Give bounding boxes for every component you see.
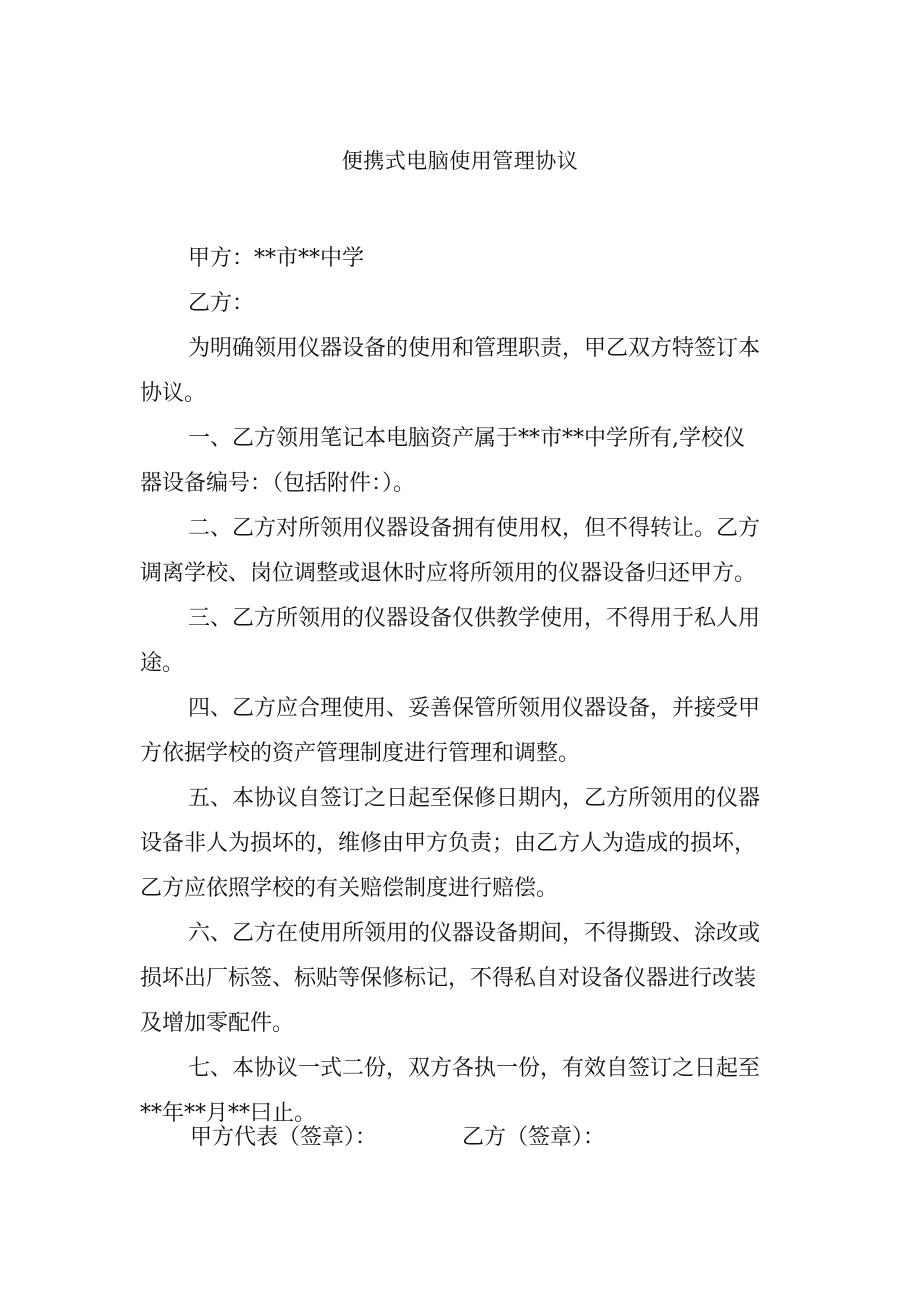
paragraph-line: 损坏出厂标签、标贴等保修标记，不得私自对设备仪器进行改装 [140, 966, 757, 991]
paragraph-line: 四、乙方应合理使用、妥善保管所领用仪器设备，并接受甲 [188, 696, 761, 721]
paragraph-line: 为明确领用仪器设备的使用和管理职责，甲乙双方特签订本 [188, 336, 761, 361]
party-b-line: 乙方： [188, 291, 255, 316]
signature-line [190, 1118, 605, 1158]
clause-5 [140, 776, 790, 911]
clause-6 [140, 911, 790, 1046]
clause-1 [140, 416, 790, 506]
paragraph-line: 二、乙方对所领用仪器设备拥有使用权，但不得转让。乙方 [188, 516, 761, 541]
paragraph-line: 途。 [140, 651, 185, 676]
party-a-line: 甲方：**市**中学 [188, 246, 365, 271]
paragraph-line: 器设备编号：（包括附件：）。 [140, 471, 416, 496]
paragraph-line: 设备非人为损坏的，维修由甲方负责；由乙方人为造成的损坏， [140, 831, 757, 856]
paragraph-line: 一、乙方领用笔记本电脑资产属于**市**中学所有,学校仪 [188, 426, 745, 451]
clause-4 [140, 686, 790, 776]
paragraph-line: 方依据学校的资产管理制度进行管理和调整。 [140, 741, 581, 766]
clause-3 [140, 596, 790, 686]
paragraph-line: **年**月**曰止。 [140, 1101, 317, 1126]
document-body [140, 236, 790, 1136]
signature-party-a: 甲方代表（签章）： [190, 1125, 378, 1150]
paragraph-line: 三、乙方所领用的仪器设备仅供教学使用，不得用于私人用 [188, 606, 761, 631]
paragraph-line: 协议。 [140, 381, 207, 406]
clause-2 [140, 506, 790, 596]
paragraph-intro [140, 326, 790, 416]
paragraph-line: 六、乙方在使用所领用的仪器设备期间，不得撕毁、涂改或 [188, 921, 761, 946]
document-title: 便携式电脑使用管理协议 [341, 149, 579, 173]
paragraph-line: 及增加零配件。 [140, 1011, 295, 1036]
paragraph-line: 七、本协议一式二份，双方各执一份，有效自签订之日起至 [188, 1056, 761, 1081]
paragraph-line: 五、本协议自签订之日起至保修日期内，乙方所领用的仪器 [188, 786, 761, 811]
paragraph-line: 调离学校、岗位调整或退休时应将所领用的仪器设备归还甲方。 [140, 561, 757, 586]
paragraph-line: 乙方应依照学校的有关赔偿制度进行赔偿。 [140, 876, 559, 901]
signature-party-b: 乙方（签章）： [462, 1125, 606, 1150]
